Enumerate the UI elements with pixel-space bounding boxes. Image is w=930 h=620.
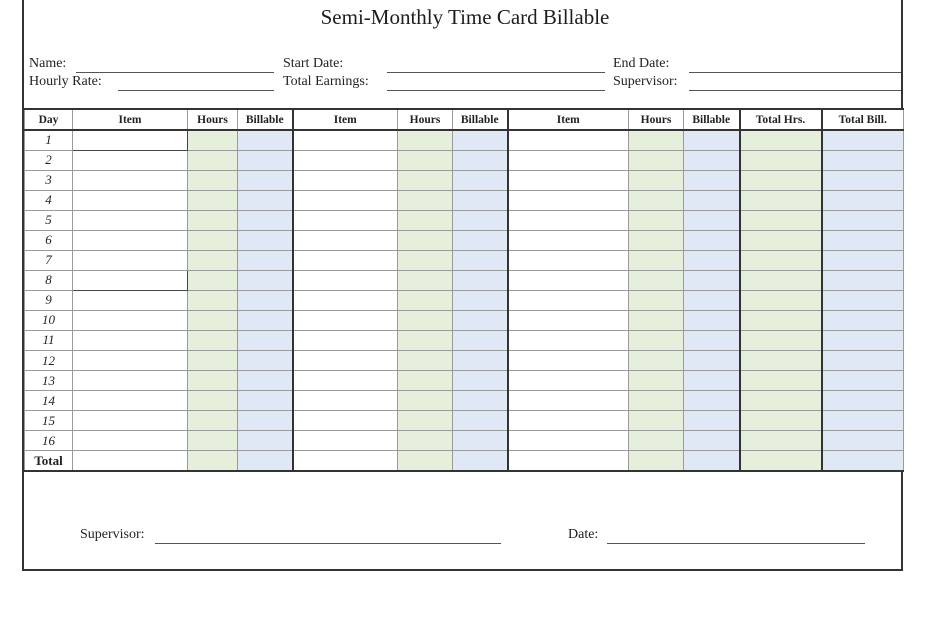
item-1-cell[interactable]	[73, 130, 188, 150]
total-billable-cell[interactable]	[822, 230, 904, 250]
table-row	[25, 170, 904, 190]
hours-2-cell[interactable]	[398, 310, 453, 330]
total-hours-cell[interactable]	[740, 130, 822, 150]
item-2-cell[interactable]	[293, 431, 398, 451]
day-number: 16	[25, 431, 73, 451]
hours-2-cell[interactable]	[398, 451, 453, 471]
hours-1-cell[interactable]	[188, 351, 238, 371]
billable-1-cell[interactable]	[238, 130, 293, 150]
item-3-cell[interactable]	[508, 270, 629, 290]
hourly-rate-field[interactable]	[118, 90, 274, 91]
table-row	[25, 190, 904, 210]
item-2-cell[interactable]	[293, 391, 398, 411]
billable-3-cell[interactable]	[684, 130, 740, 150]
hours-2-cell[interactable]	[398, 150, 453, 170]
billable-3-cell[interactable]	[684, 411, 740, 431]
total-hours-cell[interactable]	[740, 330, 822, 350]
total-hours-cell[interactable]	[740, 210, 822, 230]
hours-3-cell[interactable]	[629, 371, 684, 391]
item-3-cell[interactable]	[508, 371, 629, 391]
form-title: Semi-Monthly Time Card Billable	[320, 5, 610, 29]
billable-3-cell[interactable]	[684, 190, 740, 210]
item-1-cell[interactable]	[73, 250, 188, 270]
item-3-cell[interactable]	[508, 431, 629, 451]
total-billable-cell[interactable]	[822, 371, 904, 391]
table-row	[25, 391, 904, 411]
day-number: 14	[25, 391, 73, 411]
hours-3-cell[interactable]	[629, 310, 684, 330]
day-number: 4	[25, 190, 73, 210]
billable-1-cell[interactable]	[238, 330, 293, 350]
item-2-cell[interactable]	[293, 210, 398, 230]
billable-1-cell[interactable]	[238, 210, 293, 230]
total-billable-cell[interactable]	[822, 290, 904, 310]
footer-supervisor-label: Supervisor:	[80, 527, 145, 542]
item-2-cell[interactable]	[293, 371, 398, 391]
hours-3-cell[interactable]	[629, 150, 684, 170]
billable-2-cell[interactable]	[453, 250, 508, 270]
item-1-cell[interactable]	[73, 451, 188, 471]
hours-2-cell[interactable]	[398, 431, 453, 451]
item-3-cell[interactable]	[508, 411, 629, 431]
header-row	[25, 109, 904, 130]
total-earnings-label: Total Earnings:	[283, 74, 369, 89]
hours-1-cell[interactable]	[188, 210, 238, 230]
hours-2-cell[interactable]	[398, 270, 453, 290]
day-number: 8	[25, 270, 73, 290]
hours-1-cell[interactable]	[188, 290, 238, 310]
total-billable-cell[interactable]	[822, 270, 904, 290]
item-2-cell[interactable]	[293, 270, 398, 290]
hours-2-cell[interactable]	[398, 130, 453, 150]
item-2-cell[interactable]	[293, 330, 398, 350]
hours-2-cell[interactable]	[398, 330, 453, 350]
item-3-cell[interactable]	[508, 290, 629, 310]
billable-2-cell[interactable]	[453, 351, 508, 371]
day-number: 2	[25, 150, 73, 170]
supervisor-field[interactable]	[689, 90, 901, 91]
hours-2-cell[interactable]	[398, 351, 453, 371]
total-hours-cell[interactable]	[740, 310, 822, 330]
hours-2-cell[interactable]	[398, 290, 453, 310]
item-3-cell[interactable]	[508, 391, 629, 411]
hours-1-cell[interactable]	[188, 451, 238, 471]
table-row	[25, 330, 904, 350]
start-date-label: Start Date:	[283, 56, 344, 71]
header-item-2: Item	[293, 109, 398, 130]
header-item-1: Item	[73, 109, 188, 130]
hours-1-cell[interactable]	[188, 230, 238, 250]
billable-3-cell[interactable]	[684, 270, 740, 290]
billable-3-cell[interactable]	[684, 431, 740, 451]
day-number: 9	[25, 290, 73, 310]
total-billable-cell[interactable]	[822, 170, 904, 190]
total-billable-cell[interactable]	[822, 190, 904, 210]
billable-2-cell[interactable]	[453, 371, 508, 391]
billable-1-cell[interactable]	[238, 391, 293, 411]
item-2-cell[interactable]	[293, 411, 398, 431]
item-2-cell[interactable]	[293, 250, 398, 270]
hours-3-cell[interactable]	[629, 190, 684, 210]
item-1-cell[interactable]	[73, 210, 188, 230]
billable-3-cell[interactable]	[684, 451, 740, 471]
item-2-cell[interactable]	[293, 230, 398, 250]
total-billable-cell[interactable]	[822, 391, 904, 411]
item-3-cell[interactable]	[508, 130, 629, 150]
total-hours-cell[interactable]	[740, 170, 822, 190]
billable-2-cell[interactable]	[453, 210, 508, 230]
total-billable-cell[interactable]	[822, 150, 904, 170]
item-1-cell[interactable]	[73, 411, 188, 431]
item-1-cell[interactable]	[73, 170, 188, 190]
item-1-cell[interactable]	[73, 150, 188, 170]
billable-1-cell[interactable]	[238, 230, 293, 250]
total-earnings-field[interactable]	[387, 90, 605, 91]
item-1-cell[interactable]	[73, 190, 188, 210]
header-hours-2: Hours	[398, 109, 453, 130]
item-2-cell[interactable]	[293, 130, 398, 150]
item-3-cell[interactable]	[508, 210, 629, 230]
item-2-cell[interactable]	[293, 190, 398, 210]
footer-date-label: Date:	[568, 527, 599, 542]
billable-1-cell[interactable]	[238, 431, 293, 451]
billable-2-cell[interactable]	[453, 411, 508, 431]
total-billable-cell[interactable]	[822, 451, 904, 471]
hours-1-cell[interactable]	[188, 270, 238, 290]
billable-1-cell[interactable]	[238, 290, 293, 310]
total-hours-cell[interactable]	[740, 371, 822, 391]
item-2-cell[interactable]	[293, 170, 398, 190]
total-billable-cell[interactable]	[822, 330, 904, 350]
billable-1-cell[interactable]	[238, 371, 293, 391]
billable-2-cell[interactable]	[453, 451, 508, 471]
table-row	[25, 210, 904, 230]
item-1-cell[interactable]	[73, 351, 188, 371]
hours-3-cell[interactable]	[629, 431, 684, 451]
hours-3-cell[interactable]	[629, 330, 684, 350]
billable-3-cell[interactable]	[684, 310, 740, 330]
day-number: 13	[25, 371, 73, 391]
hours-2-cell[interactable]	[398, 371, 453, 391]
total-row	[25, 451, 904, 471]
billable-2-cell[interactable]	[453, 431, 508, 451]
day-number: 7	[25, 250, 73, 270]
billable-2-cell[interactable]	[453, 270, 508, 290]
billable-3-cell[interactable]	[684, 391, 740, 411]
item-3-cell[interactable]	[508, 170, 629, 190]
total-hours-cell[interactable]	[740, 270, 822, 290]
billable-2-cell[interactable]	[453, 170, 508, 190]
billable-1-cell[interactable]	[238, 150, 293, 170]
footer-supervisor-signature-line[interactable]	[155, 543, 501, 544]
total-hours-cell[interactable]	[740, 391, 822, 411]
total-hours-cell[interactable]	[740, 190, 822, 210]
header-billable-2: Billable	[453, 109, 508, 130]
hourly-rate-label: Hourly Rate:	[29, 74, 102, 89]
item-3-cell[interactable]	[508, 451, 629, 471]
hours-2-cell[interactable]	[398, 250, 453, 270]
billable-1-cell[interactable]	[238, 411, 293, 431]
header-billable-3: Billable	[684, 109, 740, 130]
billable-2-cell[interactable]	[453, 130, 508, 150]
table-row	[25, 431, 904, 451]
item-3-cell[interactable]	[508, 190, 629, 210]
item-3-cell[interactable]	[508, 310, 629, 330]
hours-3-cell[interactable]	[629, 130, 684, 150]
hours-2-cell[interactable]	[398, 210, 453, 230]
billable-1-cell[interactable]	[238, 351, 293, 371]
billable-3-cell[interactable]	[684, 230, 740, 250]
hours-3-cell[interactable]	[629, 170, 684, 190]
hours-2-cell[interactable]	[398, 411, 453, 431]
day-number: 5	[25, 210, 73, 230]
item-3-cell[interactable]	[508, 250, 629, 270]
day-number: 10	[25, 310, 73, 330]
name-label: Name:	[29, 56, 67, 71]
day-number: 15	[25, 411, 73, 431]
item-1-cell[interactable]	[73, 310, 188, 330]
billable-1-cell[interactable]	[238, 451, 293, 471]
billable-1-cell[interactable]	[238, 170, 293, 190]
billable-1-cell[interactable]	[238, 310, 293, 330]
header-day: Day	[25, 109, 73, 130]
total-hours-cell[interactable]	[740, 431, 822, 451]
header-total-billable: Total Bill.	[822, 109, 904, 130]
item-2-cell[interactable]	[293, 290, 398, 310]
billable-3-cell[interactable]	[684, 290, 740, 310]
billable-2-cell[interactable]	[453, 310, 508, 330]
total-hours-cell[interactable]	[740, 250, 822, 270]
time-card-table	[24, 108, 904, 472]
table-row	[25, 371, 904, 391]
total-billable-cell[interactable]	[822, 411, 904, 431]
hours-3-cell[interactable]	[629, 230, 684, 250]
start-date-field[interactable]	[387, 72, 605, 73]
billable-3-cell[interactable]	[684, 170, 740, 190]
total-hours-cell[interactable]	[740, 451, 822, 471]
total-billable-cell[interactable]	[822, 431, 904, 451]
item-2-cell[interactable]	[293, 310, 398, 330]
hours-2-cell[interactable]	[398, 170, 453, 190]
supervisor-label: Supervisor:	[613, 74, 678, 89]
item-1-cell[interactable]	[73, 371, 188, 391]
day-number: 6	[25, 230, 73, 250]
item-3-cell[interactable]	[508, 150, 629, 170]
hours-1-cell[interactable]	[188, 411, 238, 431]
billable-1-cell[interactable]	[238, 190, 293, 210]
header-billable-1: Billable	[238, 109, 293, 130]
item-2-cell[interactable]	[293, 150, 398, 170]
item-1-cell[interactable]	[73, 270, 188, 290]
header-total-hours: Total Hrs.	[740, 109, 822, 130]
table-row	[25, 250, 904, 270]
item-1-cell[interactable]	[73, 230, 188, 250]
item-3-cell[interactable]	[508, 230, 629, 250]
table-row	[25, 130, 904, 150]
billable-1-cell[interactable]	[238, 270, 293, 290]
header-hours-3: Hours	[629, 109, 684, 130]
billable-3-cell[interactable]	[684, 150, 740, 170]
billable-3-cell[interactable]	[684, 330, 740, 350]
hours-2-cell[interactable]	[398, 391, 453, 411]
end-date-label: End Date:	[613, 56, 670, 71]
hours-3-cell[interactable]	[629, 250, 684, 270]
header-hours-1: Hours	[188, 109, 238, 130]
hours-3-cell[interactable]	[629, 210, 684, 230]
billable-3-cell[interactable]	[684, 210, 740, 230]
hours-3-cell[interactable]	[629, 351, 684, 371]
table-row	[25, 230, 904, 250]
hours-1-cell[interactable]	[188, 250, 238, 270]
total-hours-cell[interactable]	[740, 351, 822, 371]
item-3-cell[interactable]	[508, 351, 629, 371]
item-1-cell[interactable]	[73, 290, 188, 310]
item-1-cell[interactable]	[73, 330, 188, 350]
hours-1-cell[interactable]	[188, 170, 238, 190]
billable-2-cell[interactable]	[453, 190, 508, 210]
hours-1-cell[interactable]	[188, 150, 238, 170]
item-2-cell[interactable]	[293, 351, 398, 371]
total-hours-cell[interactable]	[740, 150, 822, 170]
day-number: 1	[25, 130, 73, 150]
total-hours-cell[interactable]	[740, 411, 822, 431]
total-billable-cell[interactable]	[822, 310, 904, 330]
billable-3-cell[interactable]	[684, 250, 740, 270]
hours-1-cell[interactable]	[188, 391, 238, 411]
billable-2-cell[interactable]	[453, 230, 508, 250]
total-label: Total	[25, 451, 73, 471]
total-billable-cell[interactable]	[822, 351, 904, 371]
total-hours-cell[interactable]	[740, 230, 822, 250]
hours-3-cell[interactable]	[629, 290, 684, 310]
day-number: 3	[25, 170, 73, 190]
header-item-3: Item	[508, 109, 629, 130]
name-field[interactable]	[76, 72, 274, 73]
total-billable-cell[interactable]	[822, 210, 904, 230]
hours-1-cell[interactable]	[188, 130, 238, 150]
end-date-field[interactable]	[689, 72, 901, 73]
table-row	[25, 310, 904, 330]
billable-3-cell[interactable]	[684, 371, 740, 391]
item-1-cell[interactable]	[73, 391, 188, 411]
table-body	[25, 130, 904, 471]
footer-date-line[interactable]	[607, 543, 865, 544]
billable-3-cell[interactable]	[684, 351, 740, 371]
hours-3-cell[interactable]	[629, 270, 684, 290]
hours-1-cell[interactable]	[188, 330, 238, 350]
hours-3-cell[interactable]	[629, 391, 684, 411]
billable-2-cell[interactable]	[453, 290, 508, 310]
hours-1-cell[interactable]	[188, 310, 238, 330]
item-1-cell[interactable]	[73, 431, 188, 451]
table-row	[25, 411, 904, 431]
table-row	[25, 351, 904, 371]
item-3-cell[interactable]	[508, 330, 629, 350]
day-number: 11	[25, 330, 73, 350]
total-billable-cell[interactable]	[822, 130, 904, 150]
hours-1-cell[interactable]	[188, 190, 238, 210]
billable-2-cell[interactable]	[453, 330, 508, 350]
table-row	[25, 150, 904, 170]
total-hours-cell[interactable]	[740, 290, 822, 310]
table-row	[25, 290, 904, 310]
billable-2-cell[interactable]	[453, 150, 508, 170]
day-number: 12	[25, 351, 73, 371]
item-2-cell[interactable]	[293, 451, 398, 471]
table-row	[25, 270, 904, 290]
hours-2-cell[interactable]	[398, 190, 453, 210]
hours-1-cell[interactable]	[188, 371, 238, 391]
hours-1-cell[interactable]	[188, 431, 238, 451]
hours-3-cell[interactable]	[629, 411, 684, 431]
hours-2-cell[interactable]	[398, 230, 453, 250]
total-billable-cell[interactable]	[822, 250, 904, 270]
billable-2-cell[interactable]	[453, 391, 508, 411]
billable-1-cell[interactable]	[238, 250, 293, 270]
hours-3-cell[interactable]	[629, 451, 684, 471]
